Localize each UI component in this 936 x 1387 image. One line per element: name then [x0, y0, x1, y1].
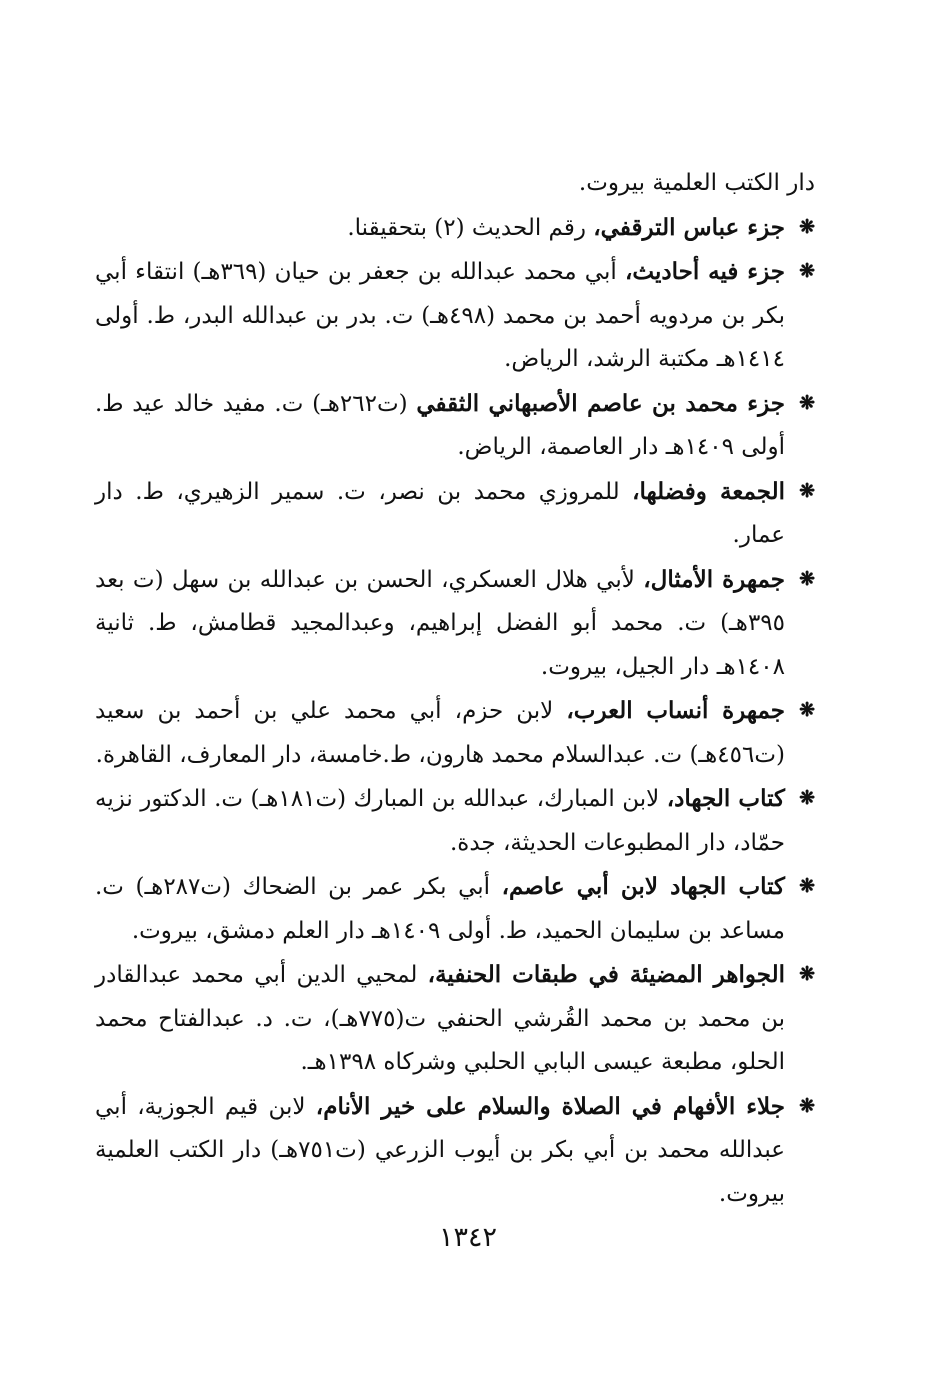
entry-title: الجواهر المضيئة في طبقات الحنفية،	[427, 961, 785, 988]
bibliography-entry	[95, 250, 815, 382]
bibliography-entry	[95, 865, 815, 953]
asterism-bullet-icon: ❋	[799, 567, 815, 590]
entry-text: أبي بكر عمر بن الضحاك (ت٢٨٧هـ) ت. مساعد بن سليمان الحميد، ط. أولى ١٤٠٩هـ دار العلم دمشق، بيروت.	[95, 874, 785, 944]
entry-text: لابن حزم، أبي محمد علي بن أحمد بن سعيد (ت٤٥٦هـ) ت. عبدالسلام محمد هارون، ط.خامسة، دار المعارف، القاهرة.	[95, 698, 785, 768]
asterism-bullet-icon: ❋	[799, 787, 815, 809]
asterism-bullet-icon: ❋	[799, 1094, 815, 1117]
entry-title: جلاء الأفهام في الصلاة والسلام على خير الأنام،	[315, 1092, 785, 1120]
bibliography-page	[95, 162, 815, 1216]
entry-title: كتاب الجهاد لابن أبي عاصم،	[501, 873, 785, 900]
continuation-line: دار الكتب العلمية بيروت.	[578, 170, 815, 196]
entry-title: جزء محمد بن عاصم الأصبهاني الثقفي	[416, 389, 786, 417]
asterism-bullet-icon: ❋	[799, 963, 815, 985]
bibliography-entry	[95, 382, 815, 470]
entry-text: لابن قيم الجوزية، أبي عبدالله محمد بن أبي بكر بن أيوب الزرعي (ت٧٥١هـ) دار الكتب العلمية بيروت.	[95, 1093, 785, 1207]
entry-text: أبي محمد عبدالله بن جعفر بن حيان (٣٦٩هـ) انتقاء أبي بكر بن مردويه أحمد بن محمد (٤٩٨هـ) ت. بدر بن عبدالله البدر، ط. أولى ١٤١٤هـ مكتبة الرشد، الرياض.	[95, 259, 786, 372]
asterism-bullet-icon: ❋	[799, 260, 815, 282]
bibliography-entry	[95, 470, 815, 558]
entry-title: جمهرة الأمثال،	[643, 565, 785, 593]
entry-title: جزء فيه أحاديث،	[624, 258, 785, 285]
asterism-bullet-icon: ❋	[799, 391, 815, 414]
entry-text: لابن المبارك، عبدالله بن المبارك (ت١٨١هـ) ت. الدكتور نزيه حمّاد، دار المطبوعات الحديثة، جدة.	[95, 786, 785, 856]
bibliography-entry	[95, 1085, 815, 1217]
asterism-bullet-icon: ❋	[799, 215, 815, 238]
entry-title: كتاب الجهاد،	[666, 785, 785, 812]
entry-text: لأبي هلال العسكري، الحسن بن عبدالله بن سهل (ت بعد ٣٩٥هـ) ت. محمد أبو الفضل إبراهيم، وعبدالمجيد قطامش، ط. ثانية ١٤٠٨هـ دار الجيل، بيروت.	[95, 566, 785, 680]
bibliography-entry	[95, 206, 815, 251]
entry-text: رقم الحديث (٢) بتحقيقنا.	[347, 214, 594, 241]
entry-text: (ت٢٦٢هـ) ت. مفيد خالد عيد ط. أولى ١٤٠٩هـ دار العاصمة، الرياض.	[95, 390, 785, 460]
page-number: ١٣٤٢	[438, 1222, 497, 1253]
bibliography-entry	[95, 689, 815, 777]
asterism-bullet-icon: ❋	[799, 699, 815, 721]
entry-text: للمروزي محمد بن نصر، ت. سمير الزهيري، ط. دار عمار.	[95, 478, 785, 548]
entry-title: جمهرة أنساب العرب،	[566, 697, 785, 724]
asterism-bullet-icon: ❋	[799, 875, 815, 897]
bibliography-entry	[95, 953, 815, 1085]
asterism-bullet-icon: ❋	[799, 479, 815, 502]
bibliography-entry	[95, 558, 815, 690]
entry-title: الجمعة وفضلها،	[632, 477, 785, 505]
entry-title: جزء عباس الترقفي،	[593, 213, 785, 241]
entry-text: لمحيي الدين أبي محمد عبدالقادر بن محمد بن محمد القُرشي الحنفي ت(٧٧٥هـ)، ت. د. عبدالفتاح محمد الحلو، مطبعة عيسى البابي الحلبي وشركاه ١٣٩٨هـ.	[95, 962, 785, 1075]
bibliography-entry	[95, 777, 815, 865]
